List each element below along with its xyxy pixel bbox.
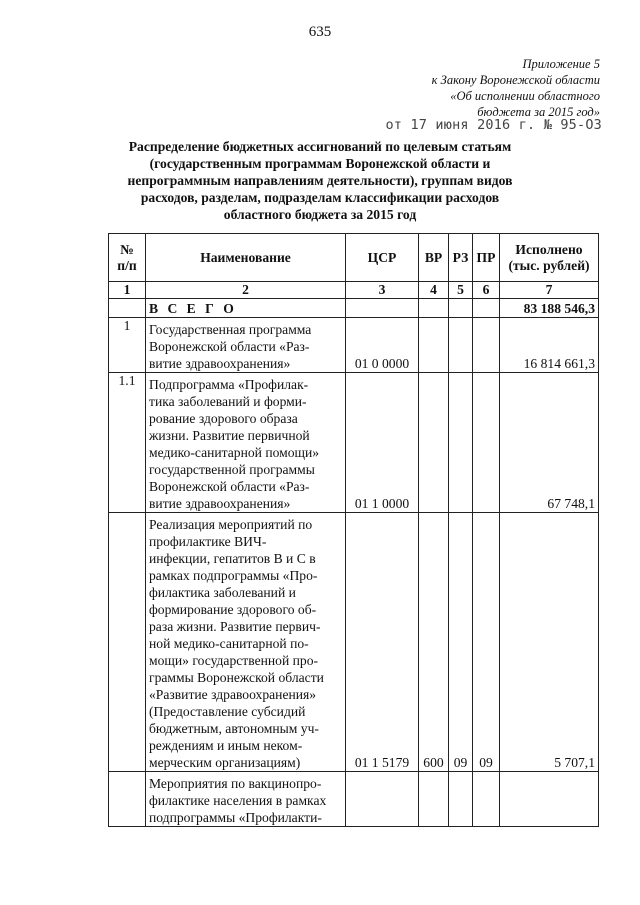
row-amount: 16 814 661,3 [500,318,599,373]
row-rz: 09 [449,513,473,772]
row-csr: 01 0 0000 [346,318,419,373]
row-number [109,513,146,772]
header-num: № п/п [109,234,146,282]
row-name [146,373,346,513]
row-name-line: рование здорового образа [149,411,298,426]
row-name [146,318,346,373]
row-name-line: государственной программы [149,462,315,477]
header-name: Наименование [146,234,346,282]
row-name-line: витие здравоохранения» [149,496,291,511]
row-pr [473,373,500,513]
column-number-row [109,282,599,299]
row-name-line: ной медико-санитарной по- [149,636,309,651]
document-title [110,138,530,223]
total-label: В С Е Г О [146,299,346,318]
table-row [109,772,599,827]
column-number: 7 [500,282,599,299]
row-number: 1 [109,318,146,373]
row-rz [449,318,473,373]
title-line: непрограммным направлениям деятельности), группам видов [127,173,513,188]
table-row [109,513,599,772]
table-header-row [109,234,599,282]
column-number: 5 [449,282,473,299]
row-csr: 01 1 0000 [346,373,419,513]
row-name-line: Реализация мероприятий по [149,517,313,532]
row-name-line: инфекции, гепатитов В и С в [149,551,316,566]
row-amount: 67 748,1 [500,373,599,513]
row-number: 1.1 [109,373,146,513]
row-name-line: раза жизни. Развитие первич- [149,619,321,634]
appendix-line: к Закону Воронежской области [431,73,600,87]
row-name-line: филактика заболеваний и [149,585,296,600]
row-name-line: бюджетным, автономным уч- [149,721,319,736]
row-name-line: Государственная программа [149,322,312,337]
row-name-line: «Развитие здравоохранения» [149,687,317,702]
appendix-line: бюджета за 2015 год» [477,105,600,119]
title-line: расходов, разделам, подразделам классификации расходов [140,190,500,205]
row-name-line: мерческим организациям) [149,755,301,770]
page-number: 635 [308,24,332,40]
column-number: 2 [146,282,346,299]
row-vr [419,772,449,827]
row-vr: 600 [419,513,449,772]
row-csr: 01 1 5179 [346,513,419,772]
row-name-line: профилактике ВИЧ- [149,534,267,549]
row-name-line: Воронежской области «Раз- [149,479,310,494]
header-vr: ВР [419,234,449,282]
total-row [109,299,599,318]
row-name-line: витие здравоохранения» [149,356,291,371]
header-rz: РЗ [449,234,473,282]
row-pr [473,772,500,827]
row-name-line: медико-санитарной помощи» [149,445,320,460]
appendix-note [340,56,600,120]
row-name-line: филактике населения в рамках [149,793,327,808]
row-rz [449,373,473,513]
title-line: Распределение бюджетных ассигнований по целевым статьям [128,139,512,154]
row-vr [419,373,449,513]
row-name-line: (Предоставление субсидий [149,704,306,719]
row-name-line: реждениям и иным неком- [149,738,303,753]
row-vr [419,318,449,373]
budget-table [108,233,599,827]
row-name-line: подпрограммы «Профилакти- [149,810,322,825]
appendix-line: «Об исполнении областного [450,89,600,103]
column-number: 1 [109,282,146,299]
column-number: 3 [346,282,419,299]
title-line: (государственным программам Воронежской области и [149,156,491,171]
row-rz [449,772,473,827]
row-name-line: граммы Воронежской области [149,670,324,685]
row-name-line: Воронежской области «Раз- [149,339,310,354]
row-csr [346,772,419,827]
row-name-line: тика заболеваний и форми- [149,394,307,409]
row-pr: 09 [473,513,500,772]
total-amount: 83 188 546,3 [500,299,599,318]
row-name-line: формирование здорового об- [149,602,317,617]
header-pr: ПР [473,234,500,282]
title-line: областного бюджета за 2015 год [223,207,417,222]
header-executed: Исполнено (тыс. рублей) [500,234,599,282]
row-name [146,513,346,772]
appendix-line: Приложение 5 [522,57,600,71]
row-name-line: Подпрограмма «Профилак- [149,377,309,392]
row-number [109,772,146,827]
table-row [109,373,599,513]
table-row [109,318,599,373]
header-csr: ЦСР [346,234,419,282]
row-name-line: Мероприятия по вакцинопро- [149,776,322,791]
column-number: 4 [419,282,449,299]
row-name [146,772,346,827]
row-pr [473,318,500,373]
row-name-line: мощи» государственной про- [149,653,319,668]
row-name-line: жизни. Развитие первичной [149,428,310,443]
row-amount [500,772,599,827]
row-amount: 5 707,1 [500,513,599,772]
column-number: 6 [473,282,500,299]
date-stamp: от 17 июня 2016 г. № 95-ОЗ [385,117,602,133]
row-name-line: рамках подпрограммы «Про- [149,568,318,583]
